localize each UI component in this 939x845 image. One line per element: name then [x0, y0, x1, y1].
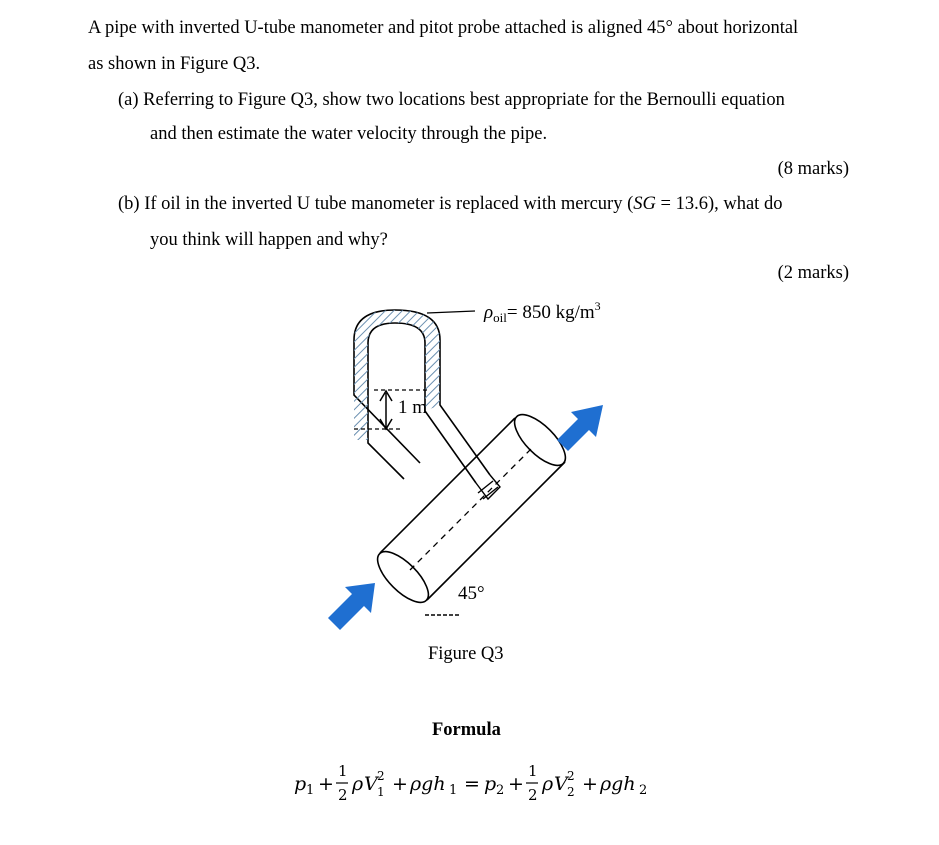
part-b-line-2: you think will happen and why? — [150, 230, 388, 250]
sg-symbol: SG — [633, 194, 656, 214]
formula-half-den-2: 2 — [528, 786, 538, 804]
formula-plus-2: + — [392, 773, 408, 795]
formula-p2-subscript: 2 — [496, 783, 505, 798]
formula-v-2: V — [554, 773, 568, 795]
formula-p2: p — [484, 773, 497, 795]
formula-rho-1: ρ — [352, 773, 364, 795]
part-a-line-2: and then estimate the water velocity through the pipe. — [150, 124, 548, 144]
part-a-label: (a) — [118, 90, 139, 110]
formula-h1-subscript: 1 — [449, 783, 458, 798]
part-a-line-1 — [118, 90, 785, 111]
rho-label — [483, 299, 601, 325]
rho-value: = 850 kg/m — [506, 302, 595, 323]
formula-plus-1: + — [318, 773, 334, 795]
inlet-arrow-icon — [328, 583, 375, 630]
formula-rho-2: ρ — [542, 773, 554, 795]
formula-p1-subscript: 1 — [306, 783, 315, 798]
rho-symbol: ρ — [484, 302, 494, 323]
formula-title: Formula — [432, 720, 501, 740]
formula-plus-3: + — [508, 773, 524, 795]
angle-label: 45° — [458, 583, 485, 604]
bernoulli-formula — [290, 752, 650, 810]
formula-v-1: V — [364, 773, 378, 795]
rho-leader-line — [427, 311, 475, 313]
part-a-text-1: Referring to Figure Q3, show two locations best appropriate for the Bernoulli equation — [143, 90, 785, 110]
outlet-arrow-icon — [557, 405, 603, 451]
part-b-text-before: If oil in the inverted U tube manometer is replaced with mercury ( — [144, 194, 634, 214]
formula-p1: p — [294, 773, 307, 795]
oil-column — [354, 310, 440, 440]
rho-subscript: oil — [493, 310, 507, 325]
intro-line-1: A pipe with inverted U-tube manometer and pitot probe attached is aligned 45° about horizontal — [88, 18, 799, 38]
formula-v1-subscript: 1 — [377, 785, 385, 799]
height-label: 1 m — [398, 397, 428, 418]
formula-v1-squared: 2 — [377, 769, 385, 783]
formula-h2-subscript: 2 — [639, 783, 648, 798]
formula-equals: = — [464, 773, 480, 795]
inclined-pipe — [370, 407, 573, 610]
formula-half-num-1: 1 — [338, 762, 348, 780]
part-b-line-1 — [118, 194, 782, 215]
figure-q3 — [300, 285, 660, 635]
part-b-marks: (2 marks) — [777, 263, 849, 283]
formula-gh-1: ρgh — [410, 773, 446, 795]
part-b-label: (b) — [118, 194, 140, 214]
formula-half-den-1: 2 — [338, 786, 348, 804]
formula-gh-2: ρgh — [600, 773, 636, 795]
formula-v2-subscript: 2 — [567, 785, 575, 799]
pitot-probe — [476, 475, 500, 499]
figure-caption: Figure Q3 — [428, 644, 504, 664]
intro-line-2: as shown in Figure Q3. — [88, 54, 261, 74]
rho-exponent: 3 — [594, 299, 601, 313]
formula-v2-squared: 2 — [567, 769, 575, 783]
formula-plus-4: + — [582, 773, 598, 795]
formula-half-num-2: 1 — [528, 762, 538, 780]
height-dimension — [380, 391, 392, 429]
part-a-marks: (8 marks) — [777, 159, 849, 179]
part-b-text-after: = 13.6), what do — [655, 194, 783, 214]
